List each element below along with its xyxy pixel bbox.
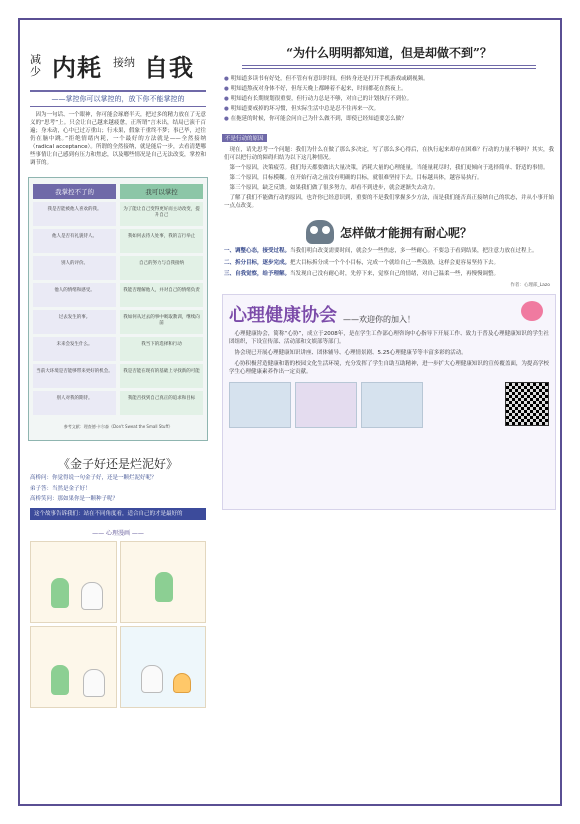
bullet-text: 明知道熬夜对身体不好，但每天晚上都睡着不起来，时间都花在熬夜上。 (230, 86, 407, 92)
table-cell: 别人的评价。 (33, 256, 116, 280)
table-cell: 别人对我的期待。 (33, 391, 116, 415)
title-part4: 自我 (144, 53, 194, 82)
bullet-item (224, 115, 554, 123)
body-paragraph: 了解了我们不能做行动的原因，也许你已经意识到，重要的不是我们掌握多少方法，而是我们能否真正接纳自己的状态，并从小事开始一点点改变。 (224, 195, 555, 209)
bullet-item (224, 85, 554, 93)
table-head-left: 我掌控不了的 (33, 184, 116, 199)
intro-paragraph: 因为一句话、一个眼神，你可能会琢磨半天，把过多的精力放在了无意义的“思考”上。只会让自己越来越疲惫，正所谓“言未出，结局已演千百遍；身未动，心中已过万重山；行未果，假象千重终不梦；事已毕，过往仍在脑中跳。”拒绝情绪内耗，一个最好的方法就是——全然接纳（radical acceptance）。所谓的全然接纳，就是能后一步，去看清楚哪些事情让自己感到有压力和焦虑，以及哪些情况是自己无法改变，掌控和调节的。 (30, 112, 207, 166)
story-line: 弟子答：当然是金子好！ (30, 485, 91, 492)
story-line: 高桥问：你觉得说一句金子好，还是一颗烂泥好呢？ (30, 475, 157, 481)
body-paragraph: 现在，请先思考一个问题：我们为什么在做了那么多决定，写了那么多心得后，在执行起来却存在困难？行动的力量不够吗？其实，我们可以把行动的障碍归结为以下这几种情况。 (224, 147, 555, 161)
ghost-illustration (141, 665, 163, 693)
group-photo (295, 382, 357, 428)
story-title: 《金子好还是烂泥好》 (57, 457, 178, 471)
patience-title: 怎样做才能拥有耐心呢？ (339, 225, 472, 240)
dinosaur-illustration (51, 578, 69, 608)
association-paragraph: 协会现已开展心理健康知识讲座、团体辅导、心理情景剧、5.25心理健康节等丰富多彩的活动。 (234, 349, 467, 356)
comic-strip (30, 541, 206, 708)
group-photo (229, 382, 291, 428)
group-photo (361, 382, 423, 428)
title-part1: 减少 (30, 53, 41, 78)
patience-item (224, 259, 554, 268)
association-title: 心理健康协会 (229, 304, 337, 326)
owl-icon (306, 220, 334, 244)
comic-title: —— 心理漫画 —— (92, 530, 144, 537)
comic-panel (120, 626, 207, 708)
dinosaur-illustration (51, 665, 69, 695)
table-cell: 我是否能被他人喜欢的我。 (33, 202, 116, 226)
table-cell: 他人是否有礼貌待人。 (33, 229, 116, 253)
bullet-item (224, 105, 554, 113)
patience-item (224, 270, 554, 279)
comic-panel (30, 626, 117, 708)
association-welcome: ——欢迎你的加入！ (343, 314, 415, 324)
comic-panel (120, 541, 207, 623)
table-note: 参考文献：理查德·卡尔森《Don't Sweat the Small Stuff》 (63, 424, 173, 429)
patience-lead: 三、自我觉察，给予理解。 (224, 271, 291, 277)
section-subhead: 不是行动的原因 (222, 134, 267, 142)
left-column (26, 26, 210, 708)
title-part2: 内耗 (52, 53, 102, 82)
bullet-item (224, 95, 554, 103)
title-part3: 接纳 (113, 56, 135, 69)
table-col-controllable (120, 184, 203, 418)
bullet-text: 在拖延的时候，你可能会问自己为什么做不到，即使已经知道要怎么做？ (230, 116, 407, 122)
table-cell: 我能否找到自己真正的追求和目标 (120, 391, 203, 415)
bullet-icon: ● (224, 116, 229, 122)
patience-text: 把大目标拆分成一个个小目标，完成一个就给自己一些鼓励，这样会更容易坚持下去。 (290, 259, 500, 266)
main-title (26, 44, 210, 90)
bullet-text: 明知道要戒掉的坏习惯，但实际生活中总是忍不住再来一次。 (230, 106, 380, 112)
patience-lead: 一、调整心态，接受过程。 (224, 248, 291, 254)
ghost-illustration (81, 582, 103, 610)
table-cell: 自己的努力与自我接纳 (120, 256, 203, 280)
story-moral: 这个故事告诉我们：站在不同角度看，适合自己的才是最好的 (30, 508, 206, 521)
table-cell: 我是否能在现有的基础上寻找新的可能 (120, 364, 203, 388)
bullet-icon: ● (224, 106, 229, 112)
patience-item (224, 247, 554, 256)
photo-row (229, 382, 549, 428)
body-paragraph: 第三个原因，缺乏反馈。如果我们做了很多努力，却看不到进步，就会逐渐失去动力。 (229, 185, 439, 191)
table-cell: 未来会发生什么。 (33, 337, 116, 361)
patience-lead: 二、拆分目标，逐步完成。 (224, 259, 291, 266)
control-table (28, 177, 208, 441)
table-head-right: 我可以掌控 (120, 184, 203, 199)
association-header (229, 301, 549, 327)
title-divider (242, 65, 536, 69)
table-cell: 当前大环境是否能够带来更好的机会。 (33, 364, 116, 388)
table-cell: 过去发生的事。 (33, 310, 116, 334)
author-credit: 作者：心理部_Lazo (510, 282, 550, 288)
association-paragraph: 心理健康协会，简称“心协”，成立于2008年，是在学生工作部心理咨询中心指导下开展工作、致力于普及心理健康知识的学生社团组织，下设宣传部、活动部和文娱部等部门。 (229, 330, 549, 345)
table-cell: 我当下的选择和行动 (120, 337, 203, 361)
body-paragraph: 第一个原因，决策疲劳。我们每天都要做出大量决策，消耗大量的心理能量，当能量耗尽时，我们更倾向于选择简单、舒适的事情。 (229, 165, 549, 171)
body-paragraph: 第二个原因，目标模糊。在开始行动之前没有明确的目标，就很难坚持下去。目标越具体，越容易执行。 (229, 175, 483, 181)
goldfish-bowl-illustration (173, 673, 191, 693)
subtitle: ——掌控你可以掌控的，放下你不能掌控的 (30, 90, 206, 107)
story-line: 高桥笑问：那如果你是一颗种子呢？ (30, 496, 119, 502)
bullet-text: 明知道多读书有好处，但不管有有意识时间，但转身还是打开手机游戏或刷视频。 (230, 76, 429, 82)
table-cell: 为了能让自己变得更好而主动改变，提升自己 (120, 202, 203, 226)
association-box (222, 294, 556, 510)
bullet-item (224, 75, 554, 83)
association-paragraph: 心协积极营造健康和谐的校园文化生活环境，充分发挥了学生自助互助精神，进一步扩大心理健康知识的宣传覆盖面，为提高学校学生心理健康素养作出一定贡献。 (229, 360, 549, 375)
bullet-icon: ● (224, 86, 229, 92)
table-cell: 他人的情绪和感受。 (33, 283, 116, 307)
table-cell: 我能否理解他人，并对自己的情绪负责 (120, 283, 203, 307)
qr-code-icon[interactable] (505, 382, 549, 426)
patience-text: 当发现自己没有耐心时，先停下来，觉察自己的情绪，对自己温柔一些，再慢慢调整。 (290, 271, 500, 277)
main-question-title: “为什么明明都知道，但是却做不到”？ (286, 46, 492, 60)
comic-panel (30, 541, 117, 623)
table-cell: 我如何去待人处事，我的言行举止 (120, 229, 203, 253)
ghost-illustration (83, 669, 105, 697)
bullet-icon: ● (224, 96, 229, 102)
bullet-icon: ● (224, 76, 229, 82)
heart-icon (521, 301, 543, 321)
patience-header (222, 220, 556, 244)
dinosaur-illustration (155, 572, 173, 602)
patience-text: 当我们明白改变需要时间，就会少一些焦虑，多一些耐心。不要急于看到结果，把注意力放在过程上。 (290, 248, 538, 254)
bullet-text: 明知道有长期规划很重要，但行动力总是不够，对自己的计划执行不到位。 (230, 96, 413, 102)
table-col-uncontrollable (33, 184, 116, 418)
table-cell: 我如何从过去的事中吸取教训，继续向前 (120, 310, 203, 334)
right-column (222, 26, 556, 510)
